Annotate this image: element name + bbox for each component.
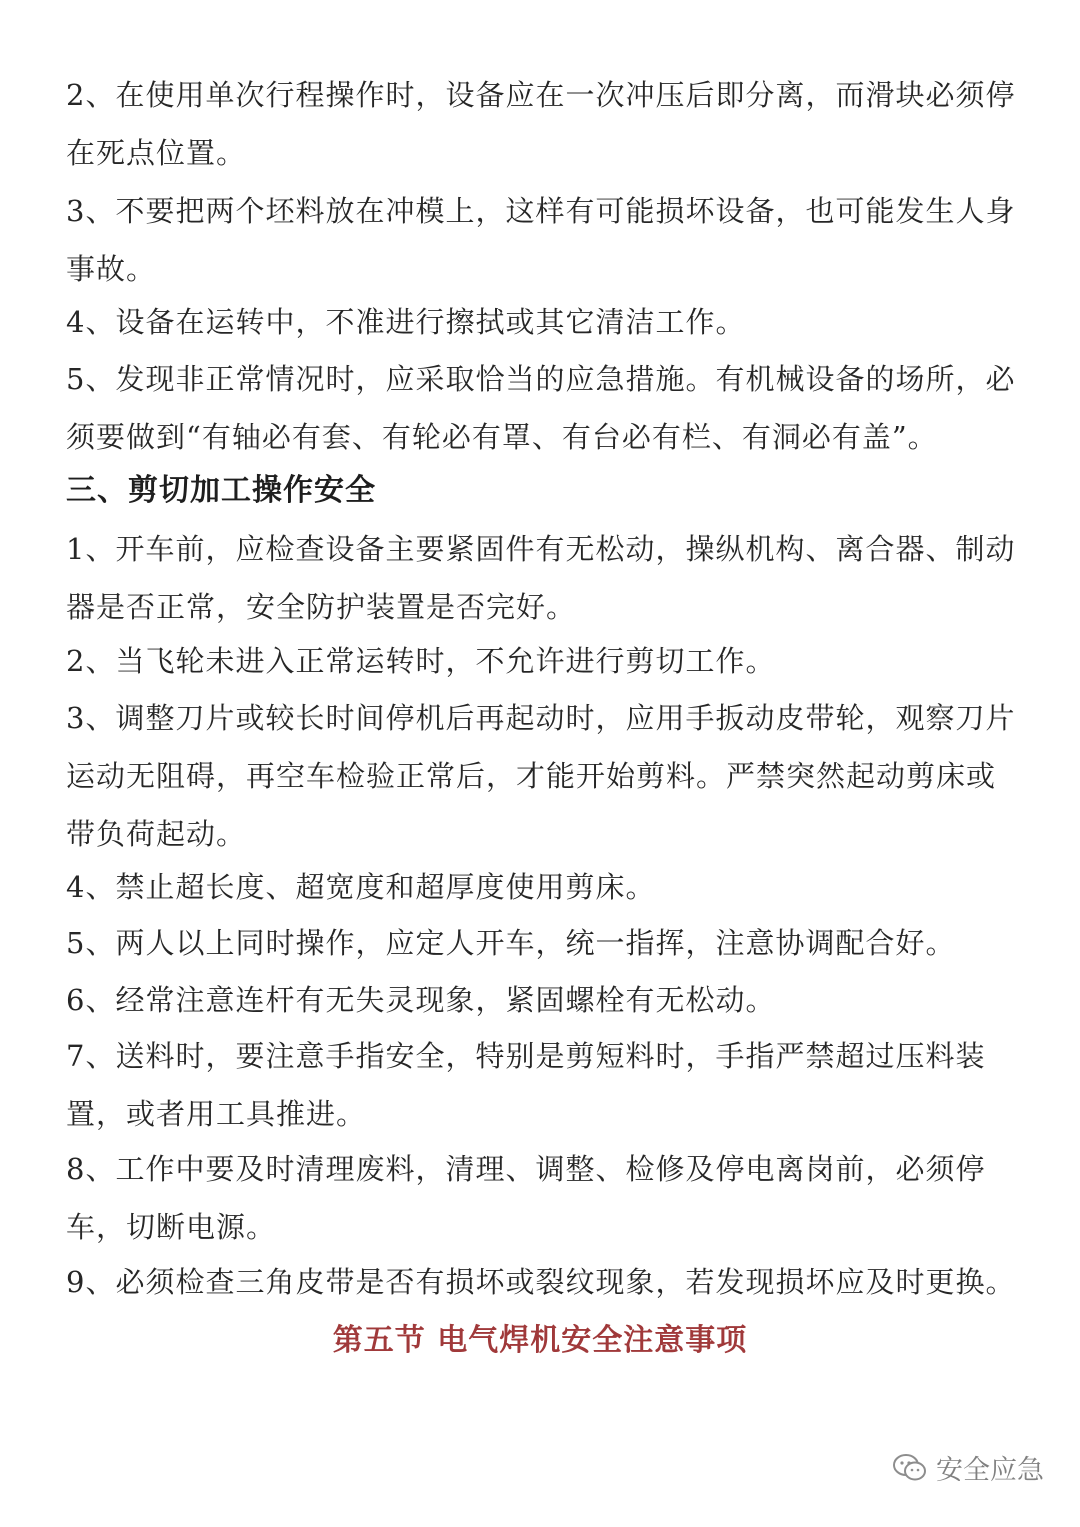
source-watermark <box>892 1448 1044 1487</box>
shearing-item-7: 7、送料时，要注意手指安全，特别是剪短料时，手指严禁超过压料装置，或者用工具推进。 <box>66 1039 986 1131</box>
wechat-icon <box>892 1453 928 1483</box>
paragraph-press-item-2: 2、在使用单次行程操作时，设备应在一次冲压后即分离，而滑块必须停在死点位置。 <box>66 78 1016 170</box>
shearing-item-8: 8、工作中要及时清理废料，清理、调整、检修及停电离岗前，必须停车，切断电源。 <box>66 1152 986 1244</box>
shearing-item-3: 3、调整刀片或较长时间停机后再起动时，应用手扳动皮带轮，观察刀片运动无阻碍，再空车检验正常后，才能开始剪料。严禁突然起动剪床或带负荷起动。 <box>66 701 1016 851</box>
shearing-item-2: 2、当飞轮未进入正常运转时，不允许进行剪切工作。 <box>66 644 776 678</box>
shearing-item-1: 1、开车前，应检查设备主要紧固件有无松动，操纵机构、离合器、制动器是否正常，安全防护装置是否完好。 <box>66 532 1016 624</box>
section-heading-shearing: 三、剪切加工操作安全 <box>66 473 376 508</box>
shearing-item-5: 5、两人以上同时操作，应定人开车，统一指挥，注意协调配合好。 <box>66 926 956 960</box>
shearing-item-9: 9、必须检查三角皮带是否有损坏或裂纹现象，若发现损坏应及时更换。 <box>66 1265 1016 1299</box>
paragraph-press-item-5: 5、发现非正常情况时，应采取恰当的应急措施。有机械设备的场所，必须要做到“有轴必有套、有轮必有罩、有台必有栏、有洞必有盖”。 <box>66 362 1016 454</box>
shearing-item-6: 6、经常注意连杆有无失灵现象，紧固螺栓有无松动。 <box>66 983 776 1017</box>
chapter-title: 第五节 电气焊机安全注意事项 <box>332 1323 748 1358</box>
watermark-text: 安全应急 <box>936 1455 1044 1486</box>
shearing-item-4: 4、禁止超长度、超宽度和超厚度使用剪床。 <box>66 870 656 904</box>
paragraph-press-item-4: 4、设备在运转中，不准进行擦拭或其它清洁工作。 <box>66 305 746 339</box>
paragraph-press-item-3: 3、不要把两个坯料放在冲模上，这样有可能损坏设备，也可能发生人身事故。 <box>66 194 1016 286</box>
